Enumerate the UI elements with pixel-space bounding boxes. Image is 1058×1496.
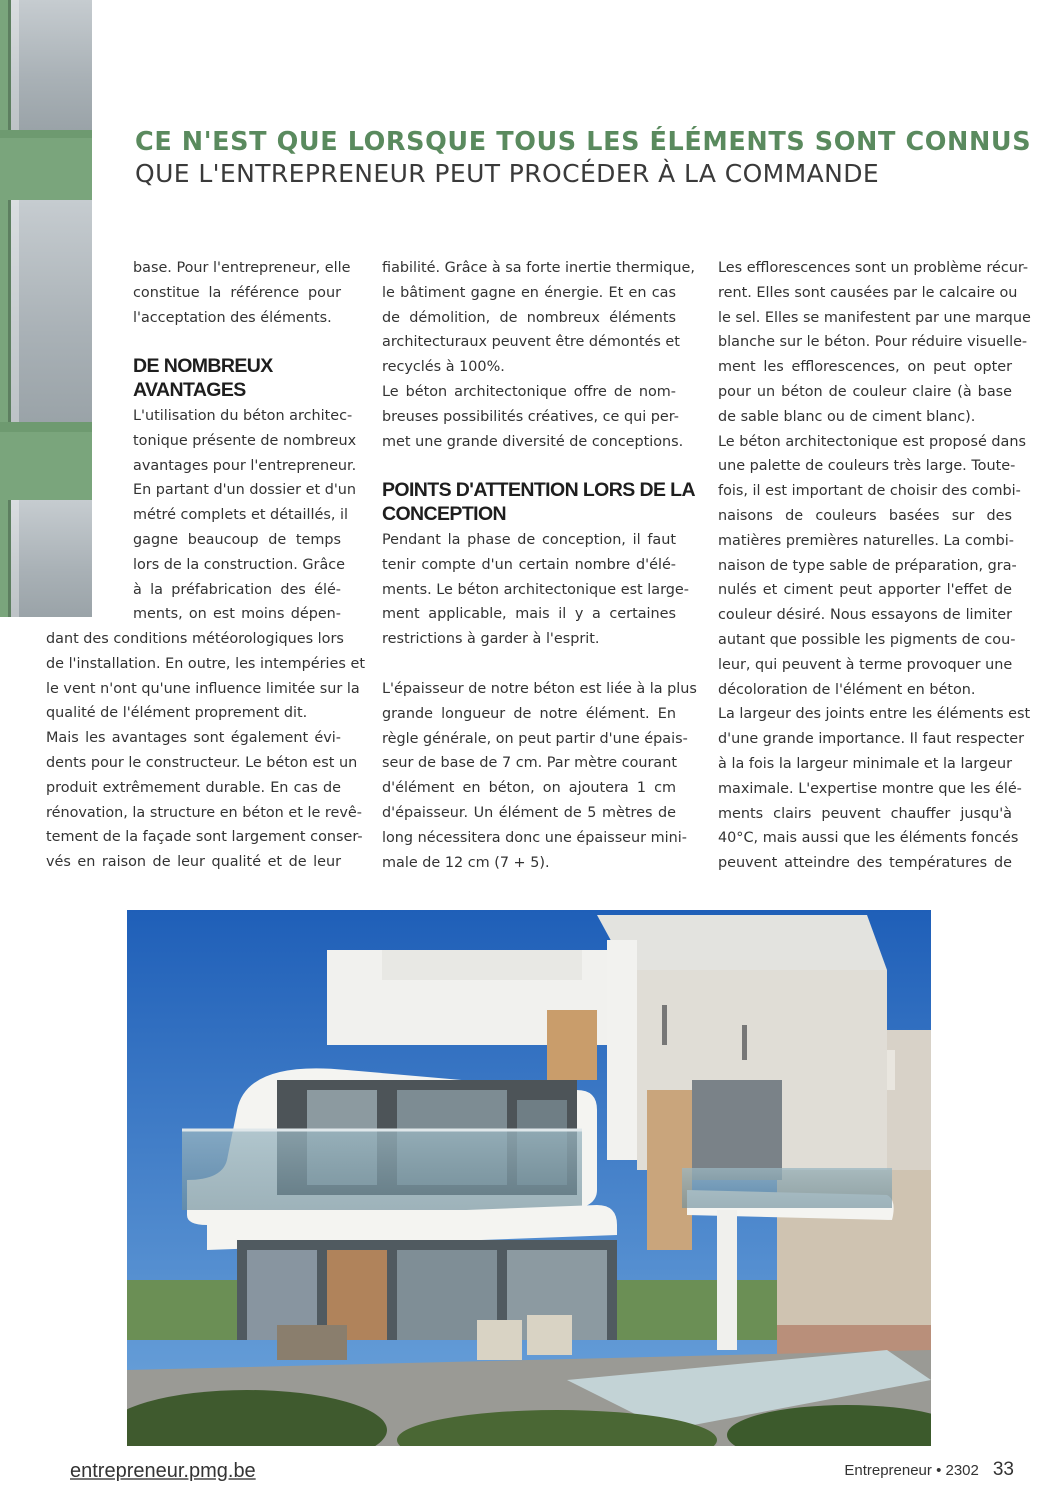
col3-paragraph xyxy=(718,256,1031,876)
text-line: seur de base de 7 cm. Par mètre courant xyxy=(382,755,677,772)
text-line: métré complets et détaillés, il xyxy=(133,507,348,524)
text-line: Les efflorescences sont un problème récur- xyxy=(718,260,1029,276)
text-line: ments, on est moins dépen- xyxy=(133,606,341,623)
col2-paragraph-2 xyxy=(382,528,689,652)
text-line: blanche sur le béton. Pour réduire visuelle- xyxy=(718,334,1028,351)
text-line: une palette de couleurs très large. Toute- xyxy=(718,458,1016,475)
text-line: fois, il est important de choisir des combi- xyxy=(718,483,1021,500)
text-line: male de 12 cm (7 + 5). xyxy=(382,854,550,871)
text-line: L'utilisation du béton architec- xyxy=(133,408,353,424)
text-line: le sel. Elles se manifestent par une marque xyxy=(718,309,1031,326)
text-line: tonique présente de nombreux xyxy=(133,432,357,449)
text-line: dant des conditions météorologiques lors xyxy=(46,631,344,647)
text-line: le bâtiment gagne en énergie. Et en cas xyxy=(382,284,676,301)
text-line: naisons de couleurs basées sur des xyxy=(718,507,1012,524)
text-line: 40°C, mais aussi que les éléments foncés xyxy=(718,830,1019,847)
text-line: ments clairs peuvent chauffer jusqu'à xyxy=(718,805,1012,822)
headline-line-2: QUE L'ENTREPRENEUR PEUT PROCÉDER À LA COMMANDE xyxy=(135,159,880,188)
page-footer xyxy=(844,1459,1014,1481)
facade-photo-strip xyxy=(0,0,92,617)
subheading-points-d-attention: POINTS D'ATTENTION LORS DE LA CONCEPTION xyxy=(382,479,695,525)
text-line: l'acceptation des éléments. xyxy=(133,309,332,326)
text-line: le vent n'ont qu'une influence limitée sur la xyxy=(46,680,360,697)
text-line: L'épaisseur de notre béton est liée à la plus xyxy=(382,681,697,697)
text-line: de l'installation. En outre, les intempéries et xyxy=(46,655,365,672)
text-line: base. Pour l'entrepreneur, elle xyxy=(133,260,351,276)
text-line: couleur désiré. Nous essayons de limiter xyxy=(718,607,1012,624)
text-line: d'épaisseur. Un élément de 5 mètres de xyxy=(382,804,676,821)
text-line: vés en raison de leur qualité et de leur xyxy=(46,854,341,871)
text-line: pour un béton de couleur claire (à base xyxy=(718,383,1012,400)
text-line: qualité de l'élément proprement dit. xyxy=(46,705,308,722)
col2-paragraph-3 xyxy=(382,677,697,875)
text-line: d'élément en béton, on ajoutera 1 cm xyxy=(382,780,676,797)
text-line: En partant d'un dossier et d'un xyxy=(133,482,357,499)
col1-wide-paragraph xyxy=(46,627,365,875)
building-photo xyxy=(127,910,931,1446)
text-line: long nécessitera donc une épaisseur mini- xyxy=(382,829,687,846)
text-line: tement de la façade sont largement conser- xyxy=(46,829,363,846)
text-line: gagne beaucoup de temps xyxy=(133,531,341,548)
text-line: Mais les avantages sont également évi- xyxy=(46,730,341,747)
col1-intro-paragraph xyxy=(133,256,351,330)
text-line: ment applicable, mais il y a certaines xyxy=(382,606,676,623)
text-line: dents pour le constructeur. Le béton est un xyxy=(46,754,358,771)
text-line: rent. Elles sont causées par le calcaire ou xyxy=(718,284,1018,301)
text-line: matières premières naturelles. La combi- xyxy=(718,532,1014,549)
text-line: met une grande diversité de conceptions. xyxy=(382,433,684,450)
text-line: à la fois la largeur minimale et la largeur xyxy=(718,755,1012,772)
text-line: lors de la construction. Grâce xyxy=(133,556,346,573)
text-line: grande longueur de notre élément. En xyxy=(382,705,676,722)
text-line: à la préfabrication des élé- xyxy=(133,581,341,598)
col1-narrow-paragraph xyxy=(133,404,357,627)
text-line: tenir compte d'un certain nombre d'élé- xyxy=(382,556,676,573)
subheading-de-nombreux-avantages: DE NOMBREUX AVANTAGES xyxy=(133,355,273,401)
text-line: architecturaux peuvent être démontés et xyxy=(382,334,680,351)
text-line: maximale. L'expertise montre que les élé- xyxy=(718,780,1022,797)
text-line: restrictions à garder à l'esprit. xyxy=(382,631,600,648)
text-line: Le béton architectonique est proposé dans xyxy=(718,433,1026,450)
page-number: 33 xyxy=(992,1459,1014,1480)
text-line: de sable blanc ou de ciment blanc). xyxy=(718,408,976,425)
text-line: ments. Le béton architectonique est large- xyxy=(382,581,689,598)
text-line: d'une grande importance. Il faut respecter xyxy=(718,731,1024,748)
text-line: de démolition, de nombreux éléments xyxy=(382,309,676,326)
article-headline xyxy=(135,126,1035,189)
text-line: leur, qui peuvent à terme provoquer une xyxy=(718,656,1013,673)
text-line: La largeur des joints entre les éléments est xyxy=(718,706,1031,723)
text-line: rénovation, la structure en béton et le revê- xyxy=(46,804,362,821)
text-line: Le béton architectonique offre de nom- xyxy=(382,383,676,400)
text-line: nulés et ciment peut apporter l'effet de xyxy=(718,582,1012,599)
text-line: ment les efflorescences, on peut opter xyxy=(718,359,1012,376)
text-line: constitue la référence pour xyxy=(133,284,341,301)
website-url-link[interactable]: entrepreneur.pmg.be xyxy=(70,1460,256,1482)
text-line: fiabilité. Grâce à sa forte inertie thermique, xyxy=(382,260,695,276)
text-line: naison de type sable de préparation, gra- xyxy=(718,557,1017,574)
text-line: produit extrêmement durable. En cas de xyxy=(46,779,341,796)
text-line: décoloration de l'élément en béton. xyxy=(718,681,976,698)
text-line: recyclés à 100%. xyxy=(382,359,505,376)
text-line: règle générale, on peut partir d'une épais- xyxy=(382,730,688,747)
magazine-issue: Entrepreneur • 2302 xyxy=(844,1462,979,1479)
text-line: peuvent atteindre des températures de xyxy=(718,855,1012,872)
text-line: Pendant la phase de conception, il faut xyxy=(382,532,676,548)
headline-line-1: CE N'EST QUE LORSQUE TOUS LES ÉLÉMENTS SONT CONNUS xyxy=(135,127,1032,157)
building-illustration xyxy=(127,910,931,1446)
text-line: autant que possible les pigments de cou- xyxy=(718,631,1016,648)
text-line: avantages pour l'entrepreneur. xyxy=(133,457,357,474)
text-line: breuses possibilités créatives, ce qui per- xyxy=(382,408,679,425)
col2-paragraph-1 xyxy=(382,256,695,454)
